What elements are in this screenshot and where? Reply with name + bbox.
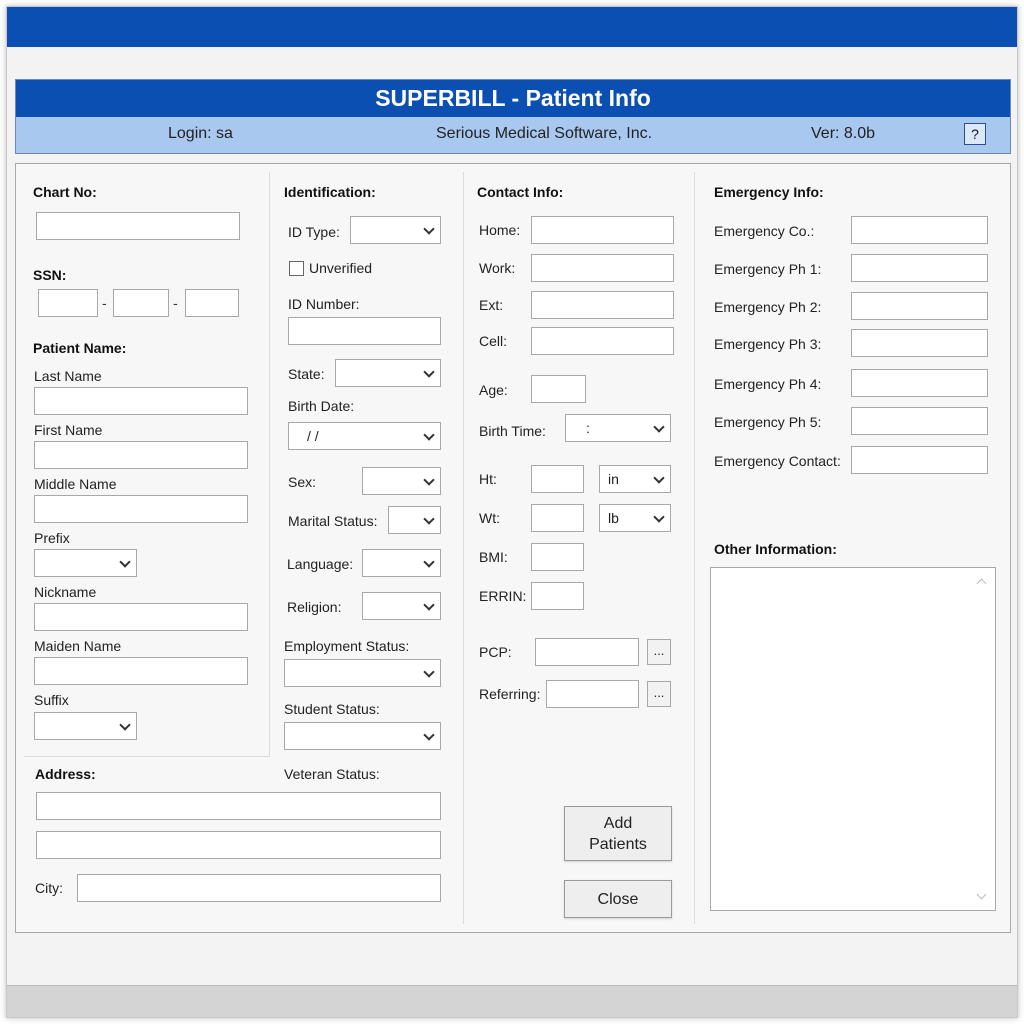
emergency-ph3-label: Emergency Ph 3: xyxy=(714,336,822,352)
birth-date-picker[interactable] xyxy=(288,422,441,450)
state-select[interactable] xyxy=(335,359,441,387)
id-type-label: ID Type: xyxy=(288,224,340,240)
app-header xyxy=(15,79,1011,154)
language-select[interactable] xyxy=(362,549,441,577)
prefix-label: Prefix xyxy=(34,530,70,546)
patient-form xyxy=(15,163,1011,933)
emergency-ph5-input[interactable] xyxy=(851,407,988,435)
ext-label: Ext: xyxy=(479,297,504,313)
chevron-down-icon xyxy=(423,223,434,234)
bmi-input[interactable] xyxy=(531,543,584,571)
work-phone-input[interactable] xyxy=(531,254,674,282)
ssn-part2-input[interactable] xyxy=(113,289,169,317)
city-label: City: xyxy=(35,880,63,896)
address-line2-input[interactable] xyxy=(36,831,441,859)
ext-input[interactable] xyxy=(531,291,674,319)
ssn-separator: - xyxy=(173,295,178,311)
ssn-separator: - xyxy=(102,295,107,311)
height-unit-select[interactable] xyxy=(599,465,671,493)
cell-phone-label: Cell: xyxy=(479,333,508,349)
chevron-down-icon xyxy=(653,511,664,522)
height-label: Ht: xyxy=(479,471,497,487)
emergency-info-header: Emergency Info: xyxy=(714,184,824,200)
last-name-input[interactable] xyxy=(34,387,248,415)
ssn-part3-input[interactable] xyxy=(185,289,239,317)
column-divider xyxy=(694,172,695,924)
middle-name-label: Middle Name xyxy=(34,476,117,492)
other-information-textarea[interactable] xyxy=(710,567,996,911)
chevron-down-icon xyxy=(423,474,434,485)
nickname-input[interactable] xyxy=(34,603,248,631)
student-status-label: Student Status: xyxy=(284,701,380,717)
student-status-select[interactable] xyxy=(284,722,441,750)
identification-header: Identification: xyxy=(284,184,376,200)
id-number-input[interactable] xyxy=(288,317,441,345)
state-label: State: xyxy=(288,366,325,382)
chevron-down-icon xyxy=(423,729,434,740)
employment-status-select[interactable] xyxy=(284,659,441,687)
language-label: Language: xyxy=(287,556,354,572)
ssn-part1-input[interactable] xyxy=(38,289,98,317)
weight-unit-value: lb xyxy=(608,510,619,526)
close-button[interactable]: Close xyxy=(564,880,672,918)
scroll-down-icon[interactable] xyxy=(977,890,987,900)
pcp-label: PCP: xyxy=(479,644,512,660)
errin-label: ERRIN: xyxy=(479,588,527,604)
chevron-down-icon xyxy=(423,513,434,524)
birth-date-value: / / xyxy=(307,428,319,444)
sex-select[interactable] xyxy=(362,467,441,495)
emergency-ph4-input[interactable] xyxy=(851,369,988,397)
chevron-down-icon xyxy=(653,472,664,483)
emergency-ph1-input[interactable] xyxy=(851,254,988,282)
cell-phone-input[interactable] xyxy=(531,327,674,355)
bmi-label: BMI: xyxy=(479,549,508,565)
emergency-ph3-input[interactable] xyxy=(851,329,988,357)
home-phone-label: Home: xyxy=(479,222,521,238)
chevron-down-icon xyxy=(423,429,434,440)
sex-label: Sex: xyxy=(288,474,317,490)
veteran-status-label: Veteran Status: xyxy=(284,766,380,782)
religion-select[interactable] xyxy=(362,592,441,620)
middle-name-input[interactable] xyxy=(34,495,248,523)
address-header: Address: xyxy=(35,766,96,782)
first-name-label: First Name xyxy=(34,422,103,438)
chart-no-input[interactable] xyxy=(36,212,240,240)
height-input[interactable] xyxy=(531,465,584,493)
last-name-label: Last Name xyxy=(34,368,102,384)
chevron-down-icon xyxy=(423,366,434,377)
home-phone-input[interactable] xyxy=(531,216,674,244)
employment-status-label: Employment Status: xyxy=(284,638,410,654)
birth-time-picker[interactable] xyxy=(565,414,671,442)
birth-date-label: Birth Date: xyxy=(288,398,355,414)
other-information-header: Other Information: xyxy=(714,541,837,557)
suffix-label: Suffix xyxy=(34,692,69,708)
emergency-ph1-label: Emergency Ph 1: xyxy=(714,261,822,277)
chevron-down-icon xyxy=(119,719,130,730)
patient-name-header: Patient Name: xyxy=(33,340,127,356)
superbill-window xyxy=(6,6,1018,1018)
emergency-ph4-label: Emergency Ph 4: xyxy=(714,376,822,392)
marital-status-select[interactable] xyxy=(388,506,441,534)
id-type-select[interactable] xyxy=(350,216,441,244)
weight-unit-select[interactable] xyxy=(599,504,671,532)
status-bar xyxy=(7,985,1017,1017)
unverified-label: Unverified xyxy=(309,260,373,276)
contact-info-header: Contact Info: xyxy=(477,184,564,200)
nickname-label: Nickname xyxy=(34,584,97,600)
religion-label: Religion: xyxy=(287,599,342,615)
marital-status-label: Marital Status: xyxy=(288,513,378,529)
weight-label: Wt: xyxy=(479,510,500,526)
height-unit-value: in xyxy=(608,471,619,487)
help-button[interactable]: ? xyxy=(964,123,986,145)
chevron-down-icon xyxy=(423,556,434,567)
emergency-company-input[interactable] xyxy=(851,216,988,244)
age-label: Age: xyxy=(479,382,508,398)
unverified-checkbox[interactable] xyxy=(289,261,304,276)
info-bar xyxy=(16,117,1010,153)
company-text: Serious Medical Software, Inc. xyxy=(436,125,653,142)
maiden-name-label: Maiden Name xyxy=(34,638,122,654)
referring-browse-button[interactable]: ... xyxy=(647,681,671,707)
birth-time-label: Birth Time: xyxy=(479,423,546,439)
address-line1-input[interactable] xyxy=(36,792,441,820)
prefix-select[interactable] xyxy=(34,549,137,577)
birth-time-value: : xyxy=(586,420,590,436)
first-name-input[interactable] xyxy=(34,441,248,469)
work-phone-label: Work: xyxy=(479,260,516,276)
age-input[interactable] xyxy=(531,375,586,403)
page-title: SUPERBILL - Patient Info xyxy=(16,80,1010,117)
errin-input[interactable] xyxy=(531,582,584,610)
id-number-label: ID Number: xyxy=(288,296,360,312)
version-text: Ver: 8.0b xyxy=(811,125,876,142)
weight-input[interactable] xyxy=(531,504,584,532)
city-input[interactable] xyxy=(77,874,441,902)
pcp-browse-button[interactable]: ... xyxy=(647,639,671,665)
pcp-input[interactable] xyxy=(535,638,639,666)
emergency-ph5-label: Emergency Ph 5: xyxy=(714,414,822,430)
scroll-up-icon[interactable] xyxy=(977,579,987,589)
emergency-contact-label: Emergency Contact: xyxy=(714,453,841,469)
emergency-contact-input[interactable] xyxy=(851,446,988,474)
login-text: Login: sa xyxy=(168,125,233,142)
chevron-down-icon xyxy=(653,421,664,432)
emergency-ph2-input[interactable] xyxy=(851,292,988,320)
chevron-down-icon xyxy=(119,556,130,567)
ssn-label: SSN: xyxy=(33,267,67,283)
suffix-select[interactable] xyxy=(34,712,137,740)
chart-no-label: Chart No: xyxy=(33,184,97,200)
chevron-down-icon xyxy=(423,666,434,677)
referring-label: Referring: xyxy=(479,686,541,702)
emergency-ph2-label: Emergency Ph 2: xyxy=(714,299,822,315)
emergency-company-label: Emergency Co.: xyxy=(714,223,815,239)
column-divider xyxy=(463,172,464,924)
window-title-bar xyxy=(7,7,1017,47)
add-patients-button[interactable]: Add Patients xyxy=(564,806,672,861)
referring-input[interactable] xyxy=(546,680,639,708)
chevron-down-icon xyxy=(423,599,434,610)
maiden-name-input[interactable] xyxy=(34,657,248,685)
